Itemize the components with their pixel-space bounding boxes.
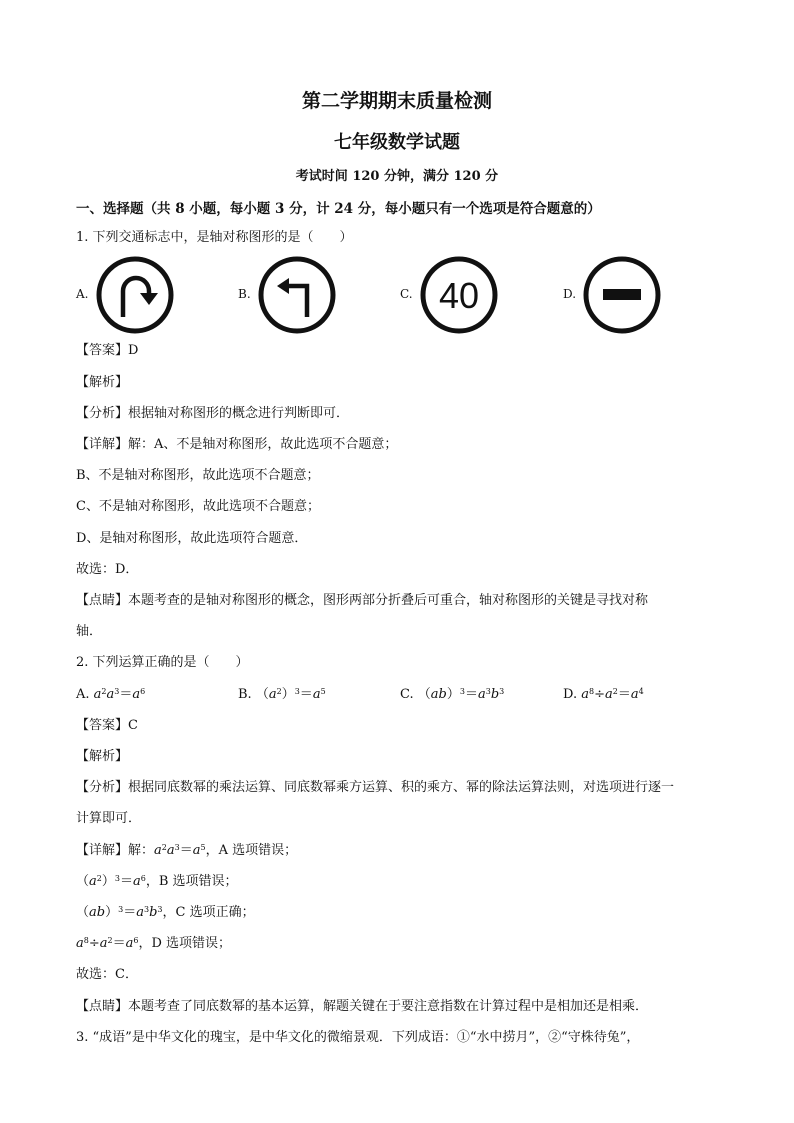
q1-answer: 【答案】D — [76, 343, 139, 358]
q2-explain-c: $(ab)^3=a^3b^3$，C 选项正确； — [76, 905, 255, 920]
speed-limit-icon — [419, 255, 499, 335]
q1-analysis-line: 轴． — [76, 624, 103, 639]
q2-answer: 【答案】C — [76, 718, 138, 733]
q2-explain-c-suffix: ，C 选项正确； — [162, 905, 255, 920]
q2-option-d: D. $a^8\div a^2=a^4$ — [563, 687, 644, 702]
q2-analysis-line: 【分析】根据同底数幂的乘法运算、同底数幂乘方运算、积的乘方、幂的除法运算法则，对选项进行逐一 — [76, 780, 675, 795]
q1-analysis-line: 【详解】解：A、不是轴对称图形，故此选项不合题意； — [76, 437, 398, 452]
q1-analysis-label: 【解析】 — [76, 375, 129, 390]
q1-analysis-line: B、不是轴对称图形，故此选项不合题意； — [76, 468, 320, 483]
question-2-stem: 2. 下列运算正确的是（ ） — [76, 655, 249, 670]
q2-explain-d: $a^8\div a^2=a^6$，D 选项错误； — [76, 936, 232, 951]
grade-subject-title: 七年级数学试题 — [334, 132, 460, 153]
q2-explain-a-suffix: ，A 选项错误； — [205, 843, 298, 858]
q2-option-c: C. $(ab)^3=a^3b^3$ — [400, 687, 505, 702]
turn-left-icon — [257, 255, 337, 335]
speed-limit-value: 40 — [438, 275, 480, 316]
q1-analysis-line: 故选：D． — [76, 562, 139, 577]
q2-note: 【点睛】本题考查了同底数幂的基本运算，解题关键在于要注意指数在计算过程中是相加还是相乘． — [76, 999, 649, 1014]
option-b-label: B. — [238, 287, 251, 301]
q2-explain-prefix: 【详解】解： — [76, 843, 155, 858]
q2-choose: 故选：C． — [76, 967, 138, 982]
exam-info: 考试时间 120 分钟，满分 120 分 — [295, 169, 499, 184]
q2-option-a: A. $a^2a^3=a^6$ — [76, 687, 146, 702]
question-1-stem: 1. 下列交通标志中，是轴对称图形的是（ ） — [76, 230, 353, 245]
exam-title: 第二学期期末质量检测 — [301, 90, 492, 112]
q1-analysis-line: D、是轴对称图形，故此选项符合题意． — [76, 531, 308, 546]
q2-explain-d-suffix: ，D 选项错误； — [138, 936, 232, 951]
option-c-label: C. — [400, 287, 413, 301]
q2-option-b: B. $(a^2)^3=a^5$ — [238, 687, 326, 702]
q1-analysis-line: 【点睛】本题考查的是轴对称图形的概念，图形两部分折叠后可重合，轴对称图形的关键是寻找对称 — [76, 593, 649, 608]
question-3-stem: 3. “成语”是中华文化的瑰宝，是中华文化的微缩景观．下列成语：①“水中捞月”，②“守株待兔”， — [76, 1030, 640, 1045]
q2-analysis-label: 【解析】 — [76, 749, 129, 764]
option-d-label: D. — [563, 287, 577, 301]
q2-analysis-line: 计算即可． — [76, 811, 142, 826]
q2-explain-a: 【详解】解：$a^2a^3=a^5$，A 选项错误； — [76, 843, 298, 858]
section-heading: 一、选择题（共 8 小题，每小题 3 分，计 24 分，每小题只有一个选项是符合题意的） — [76, 201, 601, 217]
q2-explain-b-suffix: ，B 选项错误； — [145, 874, 238, 889]
no-entry-icon — [582, 255, 662, 335]
option-a-label: A. — [76, 287, 89, 301]
u-turn-right-icon — [95, 255, 175, 335]
q2-explain-b: $(a^2)^3=a^6$，B 选项错误； — [76, 874, 238, 889]
q1-analysis-line: 【分析】根据轴对称图形的概念进行判断即可． — [76, 406, 350, 421]
q1-analysis-line: C、不是轴对称图形，故此选项不合题意； — [76, 499, 320, 514]
